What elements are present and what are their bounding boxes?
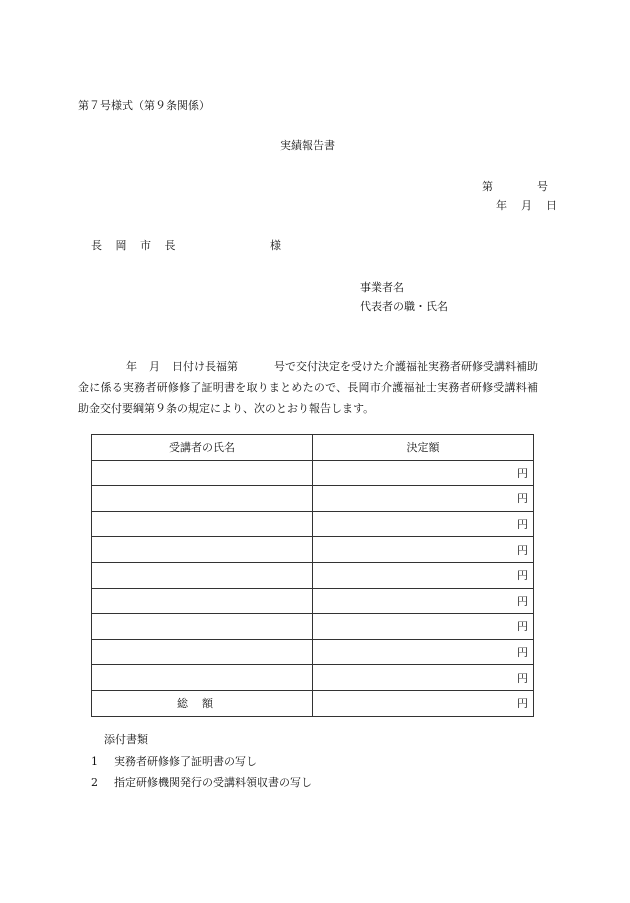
table-row xyxy=(92,486,534,512)
document-title: 実績報告書 xyxy=(280,139,335,152)
name-cell[interactable] xyxy=(92,562,313,588)
table-row xyxy=(92,665,534,691)
attachment-text: 実務者研修修了証明書の写し xyxy=(114,755,257,768)
attachment-item xyxy=(91,774,312,790)
amount-cell[interactable]: 円 xyxy=(313,639,534,665)
table-row xyxy=(92,614,534,640)
date-day: 日 xyxy=(546,199,557,212)
table-row xyxy=(92,588,534,614)
table-header-row xyxy=(92,435,534,461)
name-cell[interactable] xyxy=(92,460,313,486)
amount-cell[interactable]: 円 xyxy=(313,665,534,691)
attachment-number: 2 xyxy=(91,776,98,789)
amount-cell[interactable]: 円 xyxy=(313,537,534,563)
table-row xyxy=(92,562,534,588)
honorific: 様 xyxy=(270,239,281,252)
amount-cell[interactable]: 円 xyxy=(313,614,534,640)
name-cell[interactable] xyxy=(92,511,313,537)
date-year: 年 xyxy=(496,199,507,212)
name-cell[interactable] xyxy=(92,665,313,691)
date-month: 月 xyxy=(521,199,532,212)
table-row xyxy=(92,511,534,537)
attachment-text: 指定研修機関発行の受講料領収書の写し xyxy=(114,776,312,789)
name-cell[interactable] xyxy=(92,537,313,563)
body-date-ref: 日付け長福第 xyxy=(172,360,238,373)
amount-cell[interactable]: 円 xyxy=(313,588,534,614)
attachments-title: 添付書類 xyxy=(104,733,148,746)
name-cell[interactable] xyxy=(92,639,313,665)
amount-cell[interactable]: 円 xyxy=(313,460,534,486)
name-cell[interactable] xyxy=(92,588,313,614)
header-name: 受講者の氏名 xyxy=(92,435,313,461)
attachment-item xyxy=(91,753,257,769)
total-label: 総額 xyxy=(92,690,313,716)
name-cell[interactable] xyxy=(92,486,313,512)
form-label: 第７号様式（第９条関係） xyxy=(78,99,210,112)
business-name-label: 事業者名 xyxy=(360,281,404,294)
addressee: 長 岡 市 長 xyxy=(91,239,181,252)
body-main-text: 号で交付決定を受けた介護福祉実務者研修受講料補助金に係る実務者研修修了証明書を取りまとめたので、長岡市介護福祉士実務者研修受講料補助金交付要綱第９条の規定により、次のとおり報告します。 xyxy=(78,360,538,415)
amount-cell[interactable]: 円 xyxy=(313,511,534,537)
number-suffix: 号 xyxy=(537,180,548,193)
name-cell[interactable] xyxy=(92,614,313,640)
table-row xyxy=(92,460,534,486)
amount-cell[interactable]: 円 xyxy=(313,486,534,512)
recipients-table xyxy=(91,434,534,717)
attachment-number: 1 xyxy=(91,755,98,768)
total-amount-cell[interactable]: 円 xyxy=(313,690,534,716)
document-number-line xyxy=(482,178,548,194)
number-prefix: 第 xyxy=(482,180,493,193)
table-row xyxy=(92,537,534,563)
header-amount: 決定額 xyxy=(313,435,534,461)
body-paragraph xyxy=(78,356,538,419)
table-row xyxy=(92,639,534,665)
body-year: 年 xyxy=(126,360,137,373)
amount-cell[interactable]: 円 xyxy=(313,562,534,588)
total-row xyxy=(92,690,534,716)
document-date-line xyxy=(482,197,557,213)
representative-label: 代表者の職・氏名 xyxy=(360,300,448,313)
body-month: 月 xyxy=(149,360,160,373)
